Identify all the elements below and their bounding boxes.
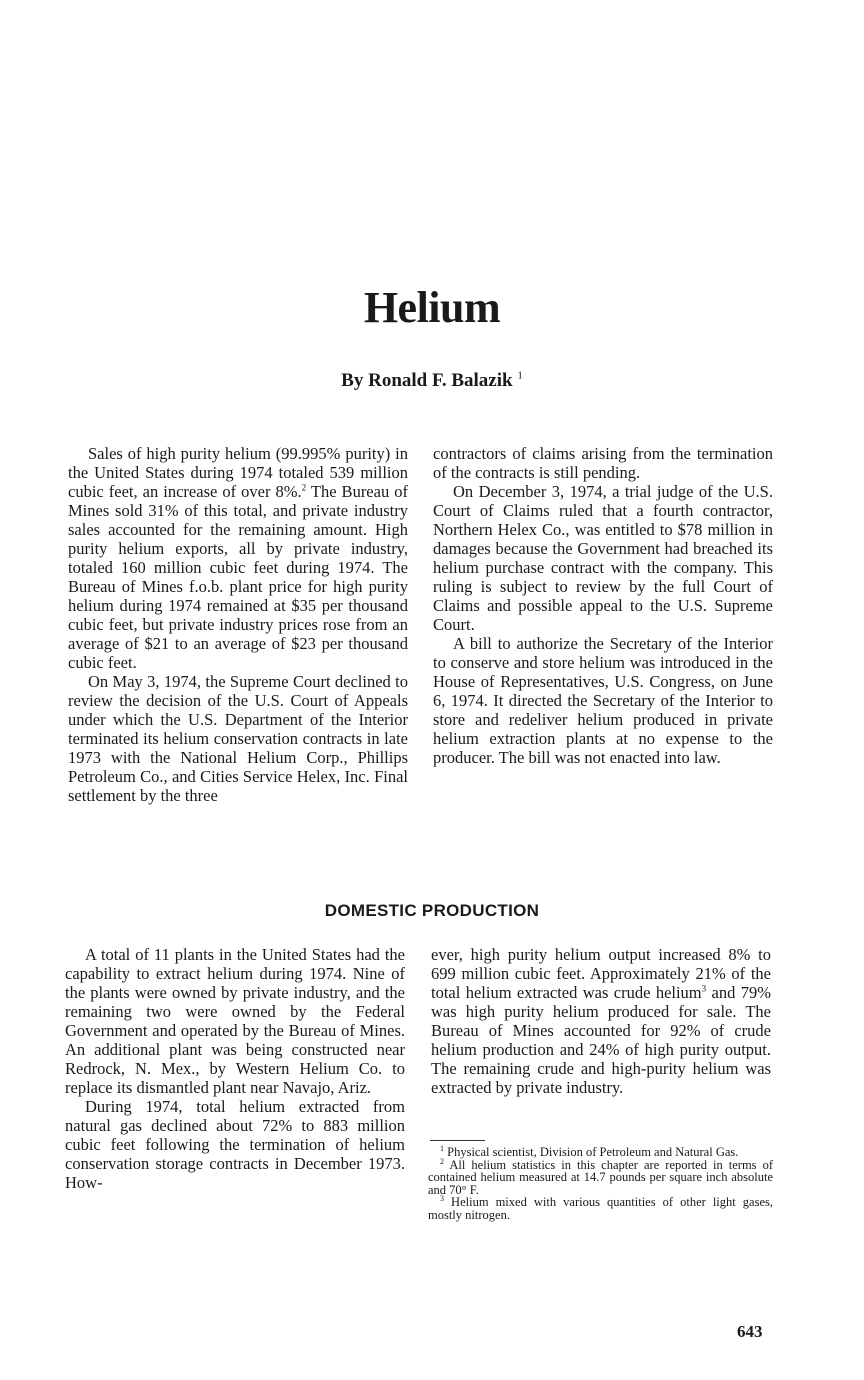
footnote-2: $^2$ All helium statistics in this chapter are reported in terms of contained helium measured at 14.7 pounds per square inch absolute and 70° F. [428, 1156, 774, 1197]
footnote-divider [430, 1140, 485, 1141]
footnotes [428, 1143, 774, 1222]
domestic-paragraph-2: During 1974, total helium extracted from natural gas declined about 72% to 883 million cubic feet following the termination of helium conservation storage contracts in December 1973. How- [65, 1097, 405, 1192]
intro-paragraph-2-continued: contractors of claims arising from the termination of the contracts is still pending. [433, 444, 773, 482]
domestic-right-column [431, 945, 771, 1097]
chapter-title: Helium [363, 283, 501, 332]
intro-paragraph-4: A bill to authorize the Secretary of the Interior to conserve and store helium was introduced in the House of Representatives, U.S. Congress, on June 6, 1974. It directed the Secretary of the Interior to store and redeliver helium produced in private helium extraction plants at no expense to the producer. The bill was not enacted into law. [433, 634, 773, 767]
domestic-left-column [65, 945, 405, 1192]
intro-paragraph-1: Sales of high purity helium (99.995% purity) in the United States during 1974 totaled 539 million cubic feet, an increase of over 8%.$^2$ The Bureau of Mines sold 31% of this total, and private industry sales accounted for the remaining amount. High purity helium exports, all by private industry, totaled 160 million cubic feet during 1974. The Bureau of Mines f.o.b. plant price for high purity helium during 1974 remained at $35 per thousand cubic feet, but private industry prices rose from an average of $21 to an average of $23 per thousand cubic feet. [68, 444, 408, 672]
intro-paragraph-2: On May 3, 1974, the Supreme Court declined to review the decision of the U.S. Court of Appeals under which the U.S. Department of the Interior terminated its helium conservation contracts in late 1973 with the National Helium Corp., Phillips Petroleum Co., and Cities Service Helex, Inc. Final settlement by the three [68, 672, 408, 805]
author-byline [0, 370, 864, 392]
page-number: 643 [737, 1322, 763, 1341]
author-name: By Ronald F. Balazik [341, 370, 513, 391]
domestic-paragraph-1: A total of 11 plants in the United States had the capability to extract helium during 1974. Nine of the plants were owned by private industry, and the remaining two were owned by the Federal Government and operated by the Bureau of Mines. An additional plant was being constructed near Redrock, N. Mex., by Western Helium Co. to replace its dismantled plant near Navajo, Ariz. [65, 945, 405, 1097]
author-footnote-marker: 1 [517, 369, 523, 382]
domestic-paragraph-2-continued: ever, high purity helium output increased 8% to 699 million cubic feet. Approximately 21% of the total helium extracted was crude helium$^3$ and 79% was high purity helium produced for sale. The Bureau of Mines accounted for 92% of crude helium production and 24% of high purity output. The remaining crude and high-purity helium was extracted by private industry. [431, 945, 771, 1097]
intro-right-column [433, 444, 773, 767]
footnote-3: $^3$ Helium mixed with various quantities of other light gases, mostly nitrogen. [428, 1193, 773, 1222]
footnote-ref-2: 2 [301, 482, 307, 493]
section-heading: DOMESTIC PRODUCTION [324, 901, 540, 920]
footnote-1: $^1$ Physical scientist, Division of Petroleum and Natural Gas. [440, 1143, 739, 1159]
intro-paragraph-3: On December 3, 1974, a trial judge of the U.S. Court of Claims ruled that a fourth contractor, Northern Helex Co., was entitled to $78 million in damages because the Government had breached its helium purchase contract with the company. This ruling is subject to review by the full Court of Claims and possible appeal to the U.S. Supreme Court. [433, 482, 773, 634]
footnote-ref-3: 3 [701, 983, 707, 994]
intro-left-column [68, 444, 408, 805]
